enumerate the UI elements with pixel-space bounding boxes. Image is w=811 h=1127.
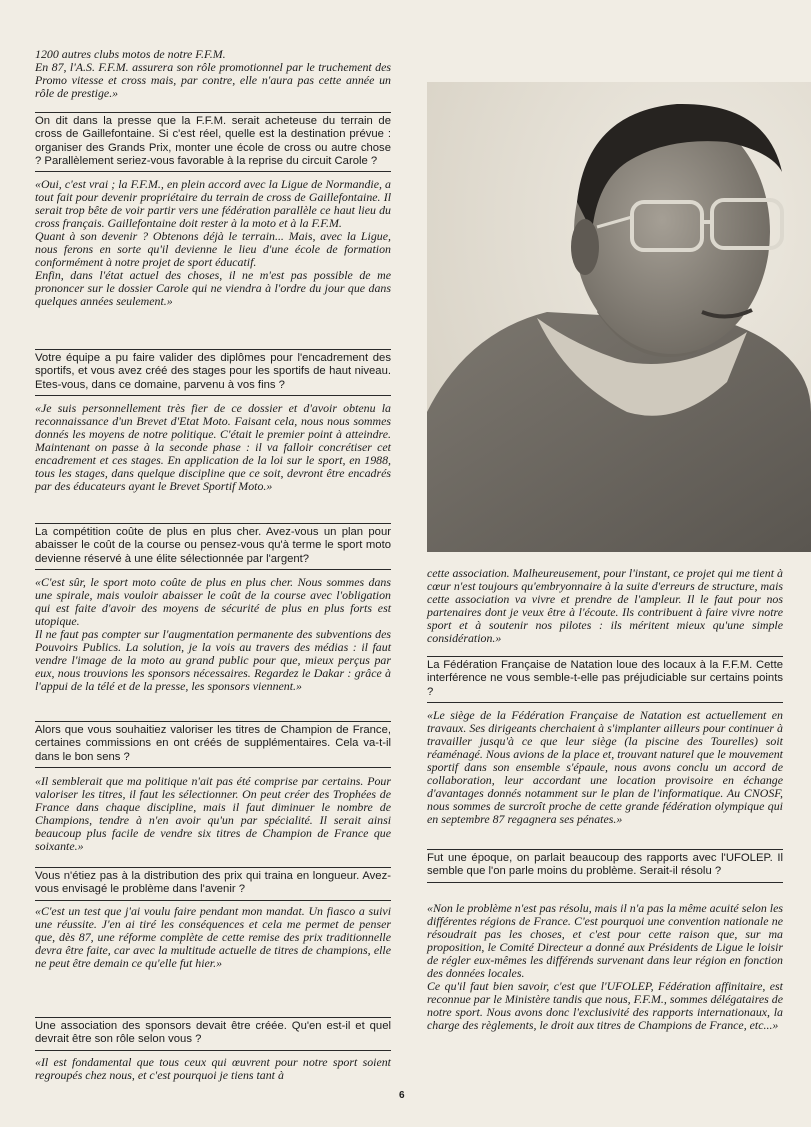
answer-paragraph: Enfin, dans l'état actuel des choses, il ne m'est pas possible de me prononcer sur le dossier Carole qui ne viendra à l'ordre du jour que dans quelques années seulement.» <box>35 268 391 309</box>
question-2 <box>35 349 391 396</box>
portrait-photo <box>427 82 811 552</box>
answer-6-continued <box>427 567 783 645</box>
question-text: Fut une époque, on parlait beaucoup des rapports avec l'UFOLEP. Il semble que l'on parle moins du problème. Serait-il résolu ? <box>427 852 783 878</box>
question-3 <box>35 523 391 570</box>
answer-paragraph: «Il semblerait que ma politique n'ait pas été comprise par certains. Pour valoriser les titres, il faut les sélectionner. On peut créer des Trophées de France dans chaque discipline, mais il faut diminuer le nombre de Champions, tendre à n'en avoir qu'un par spécialité. Il serait ainsi beaucoup plus facile de vendre six titres de Champion de France que soixante.» <box>35 774 391 854</box>
portrait-photo-image <box>427 82 811 552</box>
question-1 <box>35 112 391 172</box>
question-6 <box>35 1017 391 1051</box>
answer-paragraph: «Non le problème n'est pas résolu, mais il n'a pas la même acuité selon les différentes régions de France. C'est pourquoi une convention nationale ne résoudrait pas les choses, et c'est pour cette raison que, sur ma proposition, le Comité Directeur a donné aux Présidents de Ligue le loisir de régler eux-mêmes les différends survenant dans leur région en fonction des données locales. <box>427 901 783 981</box>
answer-paragraph: «Le siège de la Fédération Française de Natation est actuellement en travaux. Ses dirigeants cherchaient à s'implanter ailleurs pour continuer à travailler jusqu'à ce que leur siège (la piscine des Tourelles) soit réaménagé. Nous avions de la place et, trouvant naturel que le mouvement sportif dans son ensemble s'épaule, nous avons conclu un accord de collaboration, leur accordant une location provisoire en échange d'avantages donnés notamment sur le plan de l'informatique. Au CNOSF, nous sommes de surcroît proche de cette grande fédération olympique qui en septembre 87 regagnera ses pénates.» <box>427 708 783 827</box>
answer-paragraph: «Je suis personnellement très fier de ce dossier et d'avoir obtenu la reconnaissance d'un Brevet d'Etat Moto. Faisant cela, nous nous sommes donnés les moyens de notre politique. C'était le premier point à atteindre. Maintenant on passe à la seconde phase : il va falloir concrétiser cet encadrement et ces stages. En application de la loi sur le sport, en 1988, tous les stages, dans quelque discipline que ce soit, devront être encadrés par des éducateurs ayant le Brevet Sportif Moto.» <box>35 401 391 494</box>
question-text: On dit dans la presse que la F.F.M. serait acheteuse du terrain de cross de Gaillefontaine. Si c'est réel, quelle est la destination prévue : organiser des Grands Prix, monter une école de cross ou autre chose ? Parallèlement seriez-vous favorable à la reprise du circuit Carole ? <box>35 115 391 167</box>
answer-paragraph: 1200 autres clubs motos de notre F.F.M. <box>35 47 226 61</box>
answer-paragraph: «Oui, c'est vrai ; la F.F.M., en plein accord avec la Ligue de Normandie, a tout fait pour devenir propriétaire du terrain de cross de Gaillefontaine. Il serait trop bête de voir partir vers une fédération parallèle ce haut lieu du cross français. Gaillefontaine doit rester à la moto et à la F.F.M. <box>35 177 391 231</box>
answer-paragraph: Ce qu'il faut bien savoir, c'est que l'UFOLEP, Fédération affinitaire, est reconnue par le Ministère tandis que nous, F.F.M., sommes délégataires de notre sport. Nous avons donc l'exclusivité des rapports internationaux, la charge des règlements, le droit aux titres de Champions de France, etc...» <box>427 979 783 1033</box>
answer-paragraph: En 87, l'A.S. F.F.M. assurera son rôle promotionnel par le truchement des Promo vitesse et cross mais, par contre, elle n'aura pas cette année un rôle de prestige.» <box>35 60 391 101</box>
answer-paragraph: «C'est un test que j'ai voulu faire pendant mon mandat. Un fiasco a suivi une réussite. J'en ai tiré les conséquences et cela me permet de penser que, dès 87, une réforme complète de cette remise des prix traditionnelle devra être faite, car avec la multitude actuelle de titres de champions, elle ne peut être demain ce qu'elle fut hier.» <box>35 904 391 971</box>
answer-2 <box>35 402 391 493</box>
intro-answer <box>35 48 391 100</box>
question-text: La compétition coûte de plus en plus cher. Avez-vous un plan pour abaisser le coût de la course ou pensez-vous qu'à terme le sport moto devienne réservé à une élite sélectionnée par l'argent? <box>35 526 391 565</box>
answer-3 <box>35 576 391 693</box>
page-number: 6 <box>399 1090 405 1101</box>
answer-6 <box>35 1056 391 1082</box>
answer-1 <box>35 178 391 308</box>
question-8 <box>427 849 783 883</box>
answer-4 <box>35 775 391 853</box>
question-7 <box>427 656 783 703</box>
answer-paragraph: «C'est sûr, le sport moto coûte de plus en plus cher. Nous sommes dans une spirale, mais vouloir abaisser le coût de la course avec l'obligation qui est faite d'avoir des moyens de sécurité de plus en plus forts est utopique. <box>35 575 391 629</box>
question-text: Votre équipe a pu faire valider des diplômes pour l'encadrement des sportifs, et vous avez créé des stages pour les sportifs de haut niveau. Etes-vous, dans ce domaine, parvenu à vos fins ? <box>35 352 391 391</box>
question-4 <box>35 721 391 768</box>
question-text: Vous n'étiez pas à la distribution des prix qui traina en longueur. Avez-vous envisagé le problème dans l'avenir ? <box>35 870 391 896</box>
question-text: Une association des sponsors devait être créée. Qu'en est-il et quel devrait être son rôle selon vous ? <box>35 1020 391 1046</box>
answer-7 <box>427 709 783 826</box>
question-text: La Fédération Française de Natation loue des locaux à la F.F.M. Cette interférence ne vous semble-t-elle pas préjudiciable sur certains points ? <box>427 659 783 698</box>
answer-8 <box>427 902 783 1032</box>
answer-paragraph: cette association. Malheureusement, pour l'instant, ce projet qui me tient à cœur n'est toujours qu'embryonnaire à la suite d'erreurs de structure, mais cette association va vivre et prendre de l'ampleur. Il le faut pour nos partenaires dont je veux être à l'écoute. Ils contribuent à faire vivre notre sport et à soutenir nos pilotes : ils méritent mieux qu'une simple considération.» <box>427 566 783 646</box>
answer-paragraph: Il ne faut pas compter sur l'augmentation permanente des subventions des Pouvoirs Publics. La solution, je la vois au travers des médias : il faut vendre l'image de la moto au grand public pour que, mieux perçus par eux, nous trouvions les sponsors nécessaires. Regardez le Dakar : grâce à l'appui de la télé et de la presse, les sponsors viennent.» <box>35 627 391 694</box>
answer-paragraph: Quant à son devenir ? Obtenons déjà le terrain... Mais, avec la Ligue, nous ferons en sorte qu'il devienne le lieu d'une école de formation conformément à notre projet de sport éducatif. <box>35 229 391 270</box>
answer-paragraph: «Il est fondamental que tous ceux qui œuvrent pour notre sport soient regroupés chez nous, et c'est pourquoi je tiens tant à <box>35 1055 391 1083</box>
question-5 <box>35 867 391 901</box>
question-text: Alors que vous souhaitiez valoriser les titres de Champion de France, certaines commissions en ont créés de supplémentaires. Cela va-t-il dans le bon sens ? <box>35 724 391 763</box>
answer-5 <box>35 905 391 970</box>
